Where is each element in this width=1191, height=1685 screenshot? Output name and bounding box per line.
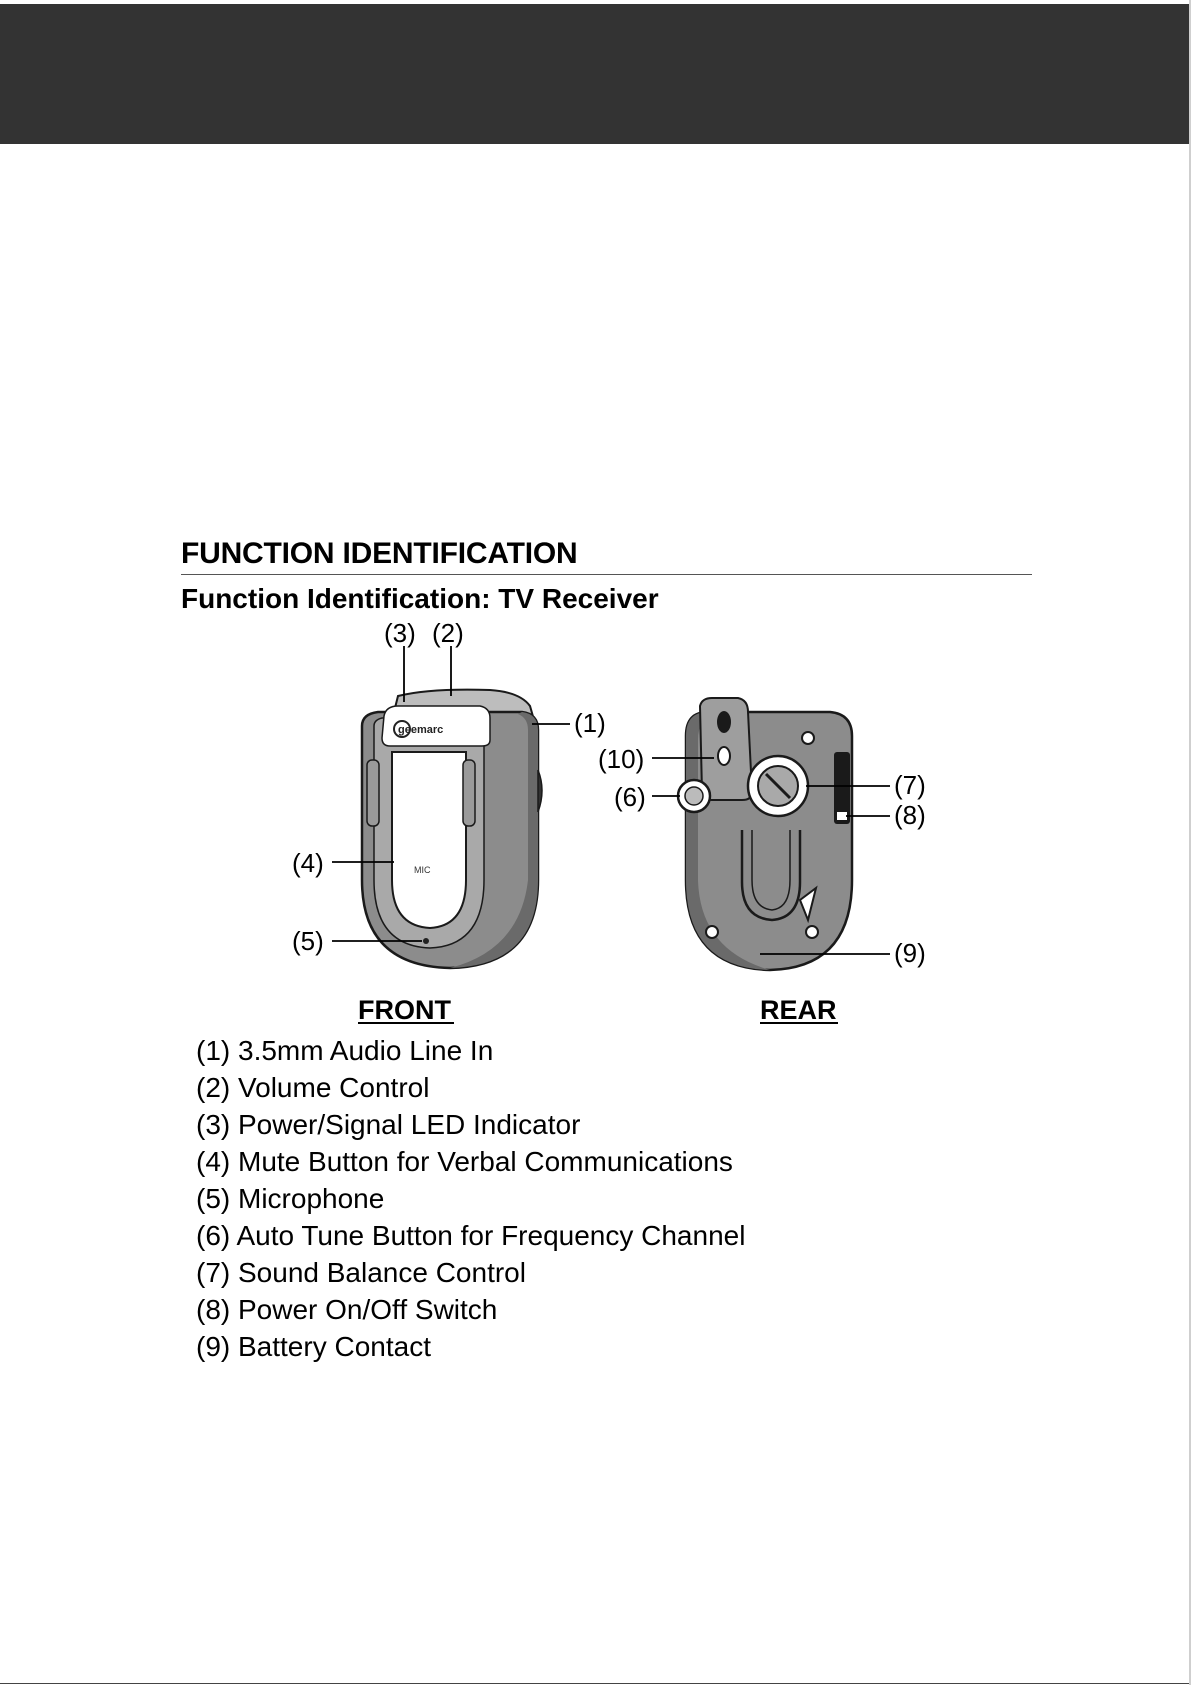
callout-8: (8) xyxy=(894,800,926,830)
callout-6: (6) xyxy=(614,782,646,812)
callout-10: (10) xyxy=(598,744,645,774)
rear-view-label: REAR xyxy=(760,995,837,1025)
list-item: (3) Power/Signal LED Indicator xyxy=(196,1109,581,1140)
callout-3: (3) xyxy=(384,618,416,648)
list-item: (2) Volume Control xyxy=(196,1072,430,1103)
list-item: (6) Auto Tune Button for Frequency Channel xyxy=(196,1220,746,1251)
function-list xyxy=(196,1032,745,1365)
section-title: FUNCTION IDENTIFICATION xyxy=(181,537,578,570)
callout-7: (7) xyxy=(894,770,926,800)
callout-4: (4) xyxy=(292,848,324,878)
section-subtitle: Function Identification: TV Receiver xyxy=(181,583,659,614)
front-view-label: FRONT xyxy=(358,995,451,1025)
list-item: (7) Sound Balance Control xyxy=(196,1257,526,1288)
callout-5: (5) xyxy=(292,926,324,956)
list-item: (9) Battery Contact xyxy=(196,1331,431,1362)
callout-9: (9) xyxy=(894,938,926,968)
list-item: (5) Microphone xyxy=(196,1183,385,1214)
front-logo: geemarc xyxy=(398,724,444,736)
front-device-illustration xyxy=(362,690,542,968)
mic-label: MIC xyxy=(414,865,431,875)
rear-device-illustration xyxy=(678,698,852,970)
list-item: (8) Power On/Off Switch xyxy=(196,1294,498,1325)
bottom-divider xyxy=(0,1683,1189,1684)
callout-1: (1) xyxy=(574,708,606,738)
list-item: (4) Mute Button for Verbal Communications xyxy=(196,1146,733,1177)
list-item: (1) 3.5mm Audio Line In xyxy=(196,1035,494,1066)
callout-2: (2) xyxy=(432,618,464,648)
